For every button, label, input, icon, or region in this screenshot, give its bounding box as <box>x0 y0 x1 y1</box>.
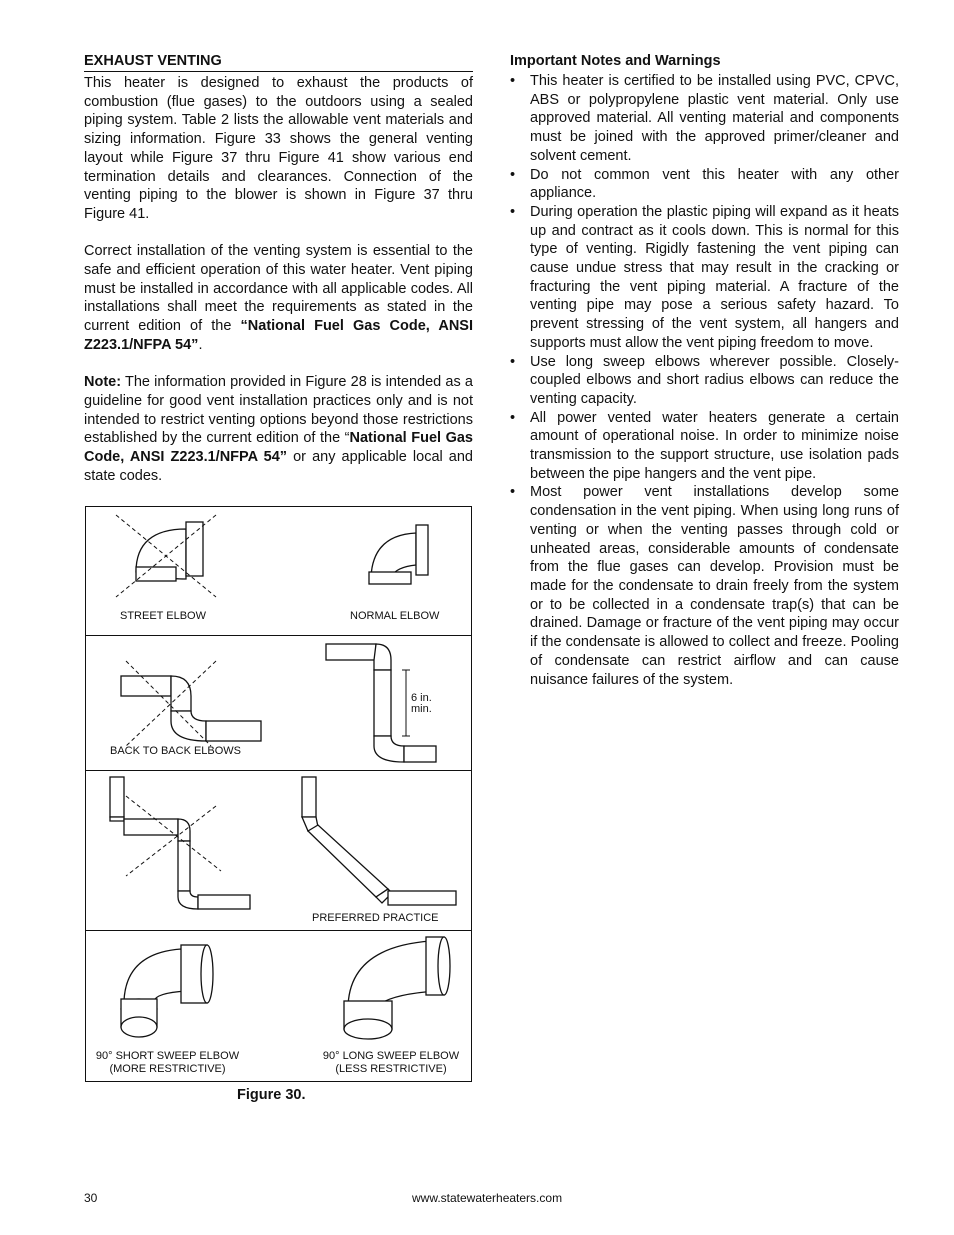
figure-caption: Figure 30. <box>237 1087 306 1103</box>
section-heading: EXHAUST VENTING <box>84 52 473 72</box>
list-item: • All power vented water heaters generate a certain amount of operational noise. In order to minimize noise transmission to the support structure, use isolation pads between the pipe hangers and the vent pipe. <box>510 409 899 482</box>
normal-elbow-label: NORMAL ELBOW <box>350 610 440 622</box>
figure-row-sweep <box>86 931 471 1081</box>
notes-heading: Important Notes and Warnings <box>510 53 721 69</box>
list-item: • Do not common vent this heater with any other appliance. <box>510 166 899 202</box>
left-column <box>84 52 473 504</box>
back-to-back-label: BACK TO BACK ELBOWS <box>110 745 242 757</box>
page-number: 30 <box>84 1191 98 1205</box>
venting-figure <box>85 506 472 1082</box>
offset-drawings <box>86 771 471 931</box>
notes-list <box>510 72 899 689</box>
short-sweep-elbow-drawing <box>121 945 213 1037</box>
footer-url: www.statewaterheaters.com <box>412 1191 563 1205</box>
distance-label-value: 6 in. <box>411 692 432 704</box>
distance-label-unit: min. <box>411 703 432 715</box>
figure-row-offsets <box>86 771 471 931</box>
figure-row-elbows <box>86 507 471 636</box>
list-item: • Use long sweep elbows wherever possible. Closely-coupled elbows and short radius elbows can reduce the venting capacity. <box>510 353 899 407</box>
paragraph-note: Note: The information provided in Figure 28 is intended as a guideline for good vent installation practices only and is not intended to restrict venting options beyond those restrictions established by the current edition of the “National Fuel Gas Code, ANSI Z223.1/NFPA 54” or any applicable local and state codes. <box>84 374 473 484</box>
preferred-practice-drawing <box>302 777 456 905</box>
normal-elbow-drawing <box>369 525 428 584</box>
list-item: • During operation the plastic piping will expand as it heats up and contract as it cools down. This is normal for this type of venting. Rigidly fastening the vent piping can cause undue stress that may result in the cracking or fracturing the vent piping material. A fracture of the venting pipe may pose a serious safety hazard. To prevent stressing of the vent system, all hangers and supports must allow the vent piping freedom to move. <box>510 203 899 351</box>
paragraph-installation: Correct installation of the venting system is essential to the safe and efficient operation of this water heater. Vent piping must be installed in accordance with all applicable codes. All installations shall meet the requirements as stated in the current edition of the “National Fuel Gas Code, ANSI Z223.1/NFPA 54”. <box>84 243 473 353</box>
long-sweep-elbow-drawing <box>344 937 450 1039</box>
list-item: • This heater is certified to be installed using PVC, CPVC, ABS or polypropylene plastic vent material. Only use approved material. All venting material and components must be joined with the approved primer/cleaner and solvent cement. <box>510 73 899 164</box>
figure-row-back-to-back <box>86 636 471 771</box>
list-item: • Most power vent installations develop some condensation in the vent piping. When using long runs of venting or when the venting passes through cold or unheated areas, considerable amounts of condensate from the flue gases can develop. Provision must be made for the condensate to drain freely from the system or to be collected in a condensate trap(s) that can be drained. Damage or fracture of the vent piping may occur if the condensate is allowed to collect and freeze. Pooling of condensate can restrict airflow and can cause nuisance failures of the system. <box>510 484 899 688</box>
street-elbow-label: STREET ELBOW <box>120 610 206 622</box>
long-sweep-sublabel: (LESS RESTRICTIVE) <box>335 1063 447 1075</box>
paragraph-intro: This heater is designed to exhaust the products of combustion (flue gases) to the outdoors using a sealed piping system. Table 2 lists the allowable vent materials and sizing information. Figure 33 shows the general venting layout while Figure 37 thru Figure 41 show various end termination details and clearances. Connection of the venting piping to the blower is shown in Figure 37 thru Figure 41. <box>84 75 473 222</box>
street-elbow-drawing <box>116 515 216 597</box>
long-sweep-label: 90° LONG SWEEP ELBOW <box>322 1050 460 1062</box>
closely-coupled-offset-drawing <box>110 777 250 909</box>
short-sweep-sublabel: (MORE RESTRICTIVE) <box>109 1063 226 1075</box>
preferred-practice-label: PREFERRED PRACTICE <box>312 912 439 924</box>
right-column <box>510 52 899 689</box>
short-sweep-label: 90° SHORT SWEEP ELBOW <box>95 1050 240 1062</box>
back-to-back-elbows-drawing <box>121 661 261 746</box>
